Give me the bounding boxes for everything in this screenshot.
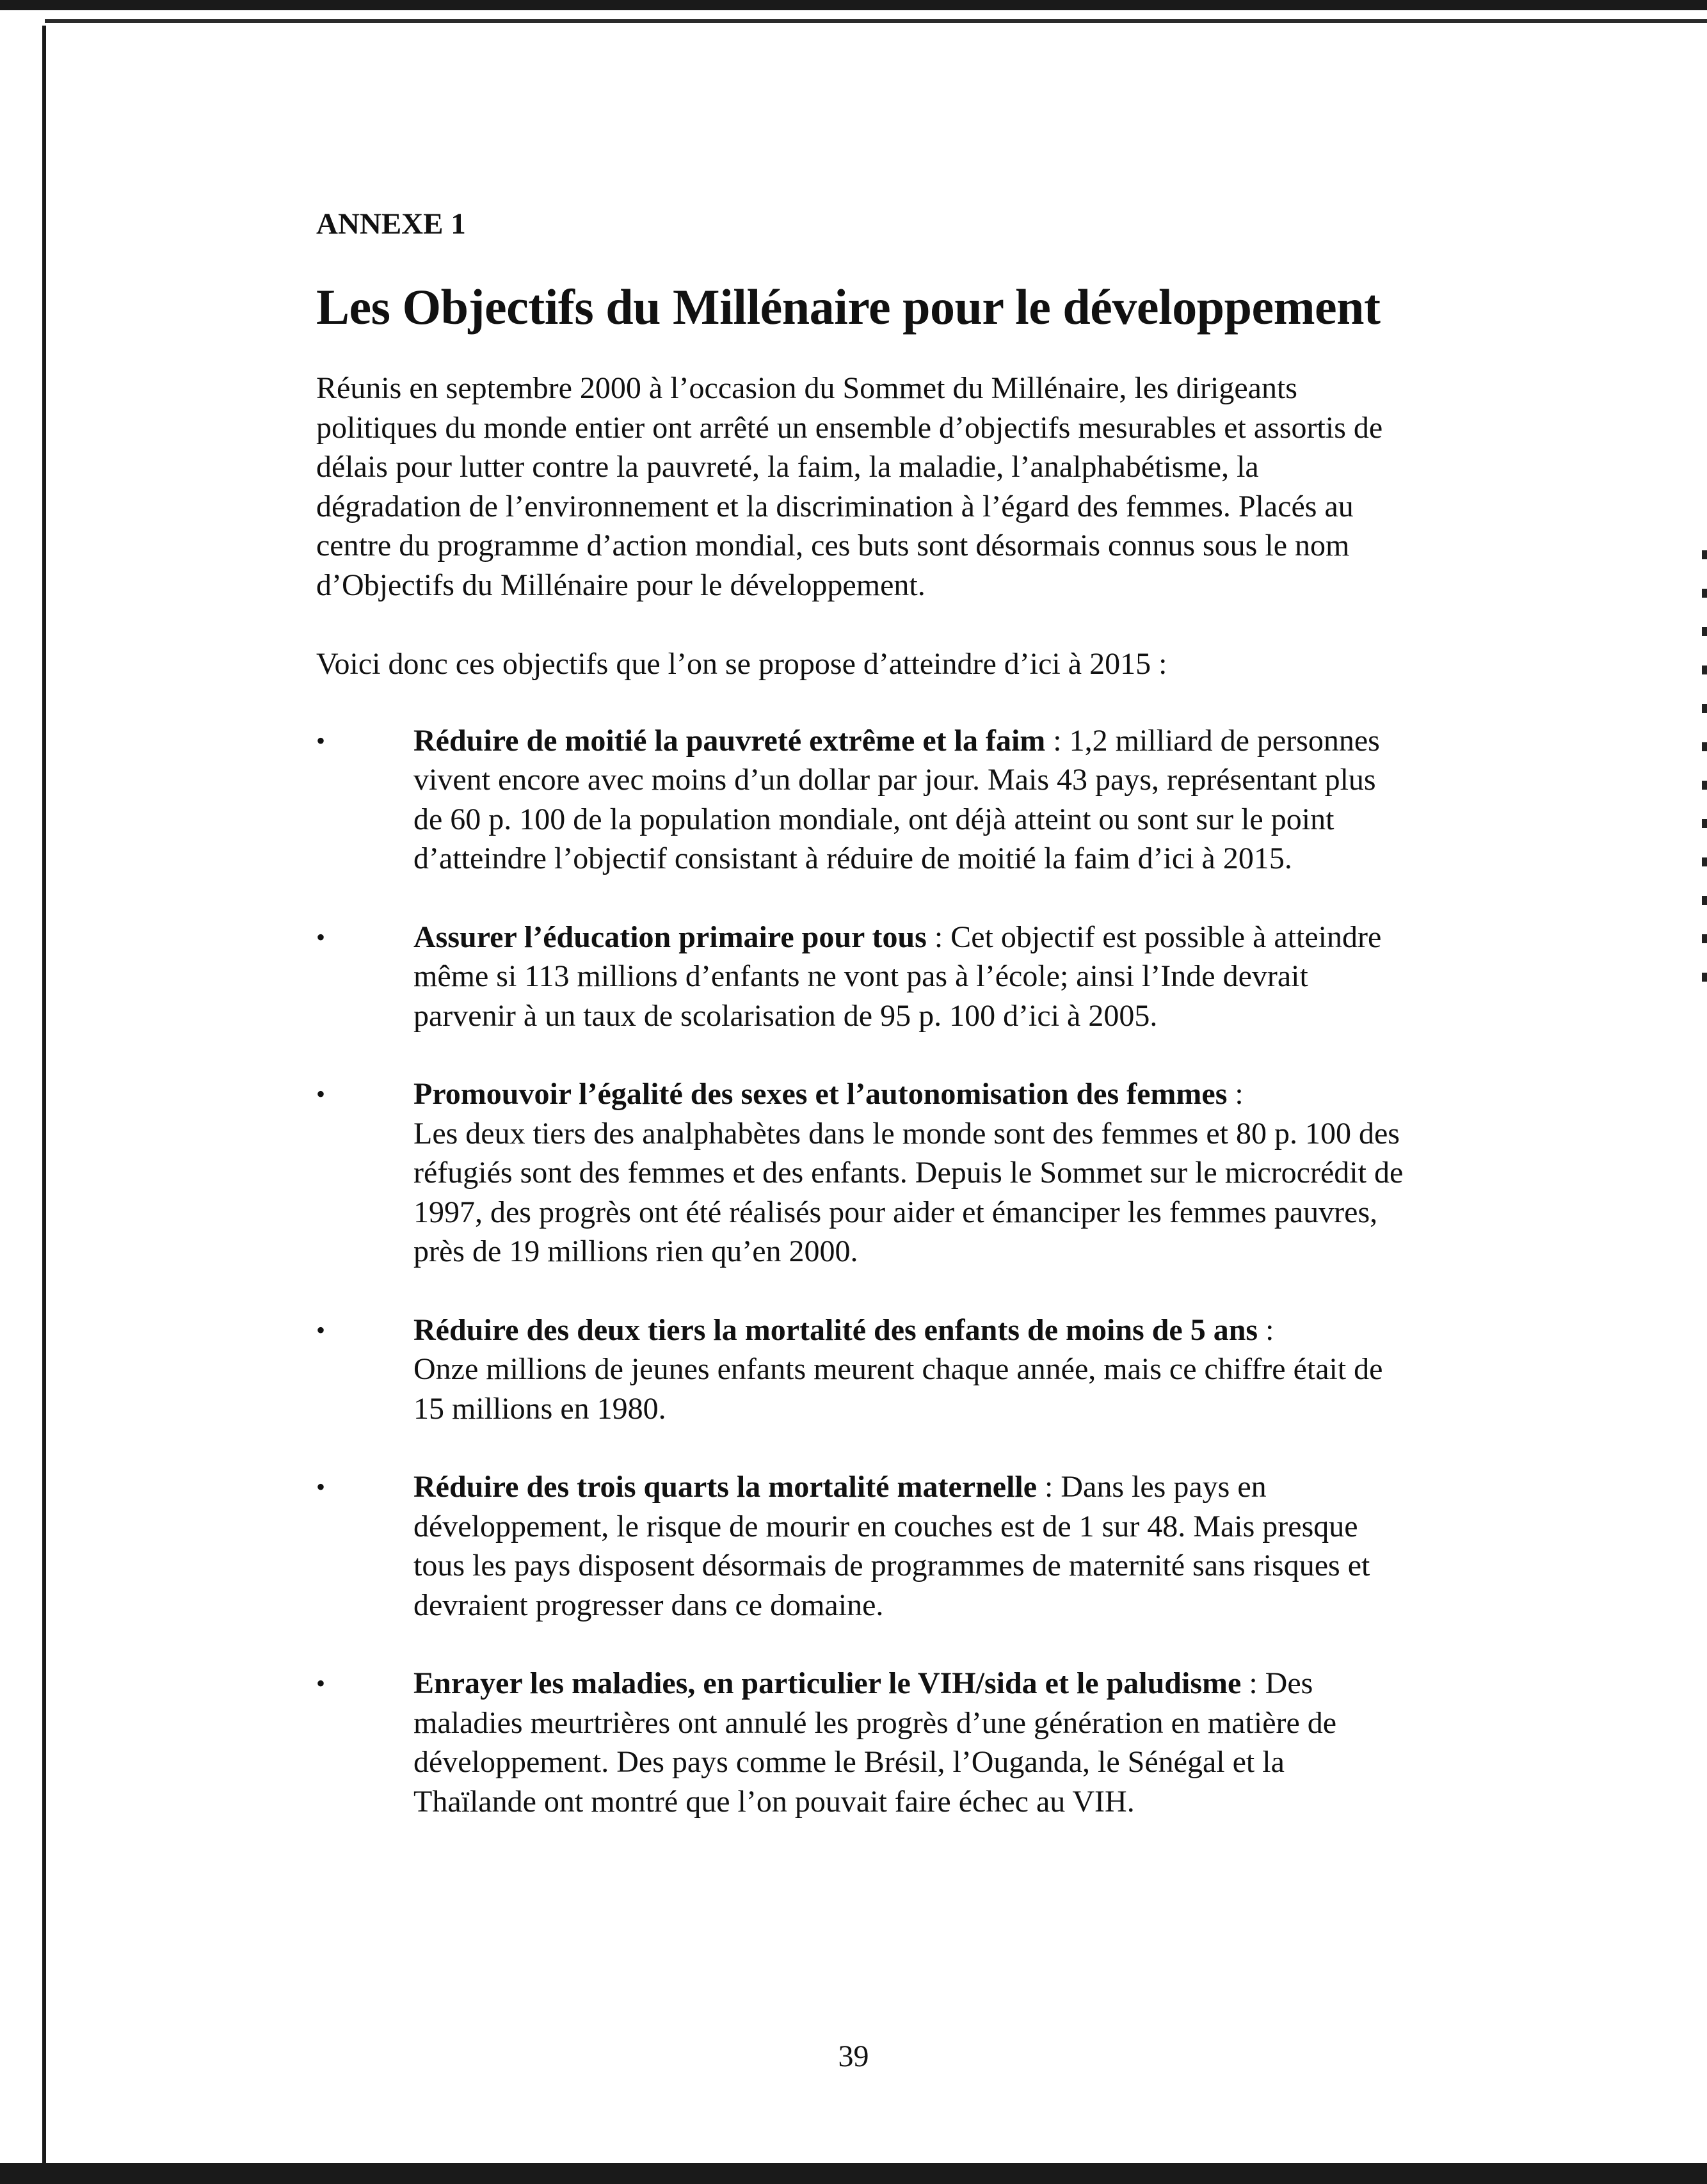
annex-label: ANNEXE 1 bbox=[316, 207, 466, 241]
goal-title: Réduire de moitié la pauvreté extrême et la faim bbox=[413, 723, 1046, 758]
goal-separator: : bbox=[1258, 1312, 1274, 1347]
goal-text: Cet objectif est possible à atteindre même si 113 millions d’enfants ne vont pas à l’école; ainsi l’Inde devrait parvenir à un taux de scolarisation de 95 p. 100 d’ici à 2005. bbox=[413, 920, 1382, 1033]
bullet-icon: • bbox=[316, 922, 326, 952]
bullet-icon: • bbox=[316, 1080, 326, 1108]
page-number: 39 bbox=[838, 2039, 869, 2073]
bullet-icon: • bbox=[316, 1315, 326, 1344]
goal-separator: : bbox=[1227, 1077, 1244, 1111]
intro-paragraph: Réunis en septembre 2000 à l’occasion du Sommet du Millénaire, les dirigeants politiques du monde entier ont arrêté un ensemble d’objectifs mesurables et assortis de délais pour lutter contre la pauvreté, la faim, la maladie, l’analphabétisme, la dégradation de l’environnement et la discrimination à l’égard des femmes. Placés au centre du programme d’action mondial, ces buts sont désormais connus sous le nom d’Objectifs du Millénaire pour le développement. bbox=[316, 371, 1383, 602]
goal-item-gender-equality bbox=[316, 1074, 1412, 1271]
goal-title: Assurer l’éducation primaire pour tous bbox=[413, 920, 927, 954]
goal-text: 1,2 milliard de personnes vivent encore avec moins d’un dollar par jour. Mais 43 pays, représentant plus de 60 p. 100 de la population mondiale, ont déjà atteint ou sont sur le point d’atteindre l’objectif consistant à réduire de moitié la faim d’ici à 2015. bbox=[413, 723, 1380, 875]
goal-text: Onze millions de jeunes enfants meurent chaque année, mais ce chiffre était de 15 millions en 1980. bbox=[413, 1352, 1383, 1426]
goal-text: Les deux tiers des analphabètes dans le monde sont des femmes et 80 p. 100 des réfugiés sont des femmes et des enfants. Depuis le Sommet sur le microcrédit de 1997, des progrès ont été réalisés pour aider et émanciper les femmes pauvres, près de 19 millions rien qu’en 2000. bbox=[413, 1116, 1404, 1268]
scan-border-top bbox=[0, 0, 1707, 10]
goal-item-child-mortality bbox=[316, 1311, 1412, 1429]
goal-item-poverty bbox=[316, 721, 1412, 879]
goal-title: Promouvoir l’égalité des sexes et l’autonomisation des femmes bbox=[413, 1077, 1228, 1111]
goal-separator: : bbox=[1037, 1470, 1061, 1504]
bullet-icon: • bbox=[316, 1669, 326, 1698]
scan-border-right bbox=[1702, 550, 1707, 985]
goal-separator: : bbox=[1045, 723, 1070, 758]
goal-separator: : bbox=[926, 920, 951, 954]
scan-border-bottom bbox=[0, 2163, 1707, 2184]
goal-title: Réduire des deux tiers la mortalité des enfants de moins de 5 ans bbox=[413, 1312, 1258, 1347]
document-page bbox=[316, 205, 1417, 1860]
scan-border-top-inner bbox=[45, 19, 1707, 23]
page-title: Les Objectifs du Millénaire pour le développement bbox=[316, 279, 1381, 335]
scan-border-left bbox=[42, 26, 46, 2163]
goal-text: Des maladies meurtrières ont annulé les progrès d’une génération en matière de développement. Des pays comme le Brésil, l’Ouganda, le Sénégal et la Thaïlande ont montré que l’on pouvait faire échec au VIH. bbox=[413, 1666, 1337, 1819]
goal-separator: : bbox=[1241, 1666, 1265, 1700]
goal-item-education bbox=[316, 918, 1412, 1036]
goal-item-maternal-mortality bbox=[316, 1467, 1412, 1625]
bullet-icon: • bbox=[316, 726, 326, 755]
lead-paragraph: Voici donc ces objectifs que l’on se propose d’atteindre d’ici à 2015 : bbox=[316, 647, 1167, 681]
goal-title: Réduire des trois quarts la mortalité maternelle bbox=[413, 1470, 1038, 1504]
goals-list bbox=[316, 721, 1417, 1822]
goal-text: Dans les pays en développement, le risque de mourir en couches est de 1 sur 48. Mais presque tous les pays disposent désormais de programmes de maternité sans risques et devraient progresser dans ce domaine. bbox=[413, 1470, 1370, 1622]
goal-item-diseases bbox=[316, 1664, 1412, 1821]
goal-title: Enrayer les maladies, en particulier le VIH/sida et le paludisme bbox=[413, 1666, 1242, 1700]
bullet-icon: • bbox=[316, 1472, 326, 1501]
